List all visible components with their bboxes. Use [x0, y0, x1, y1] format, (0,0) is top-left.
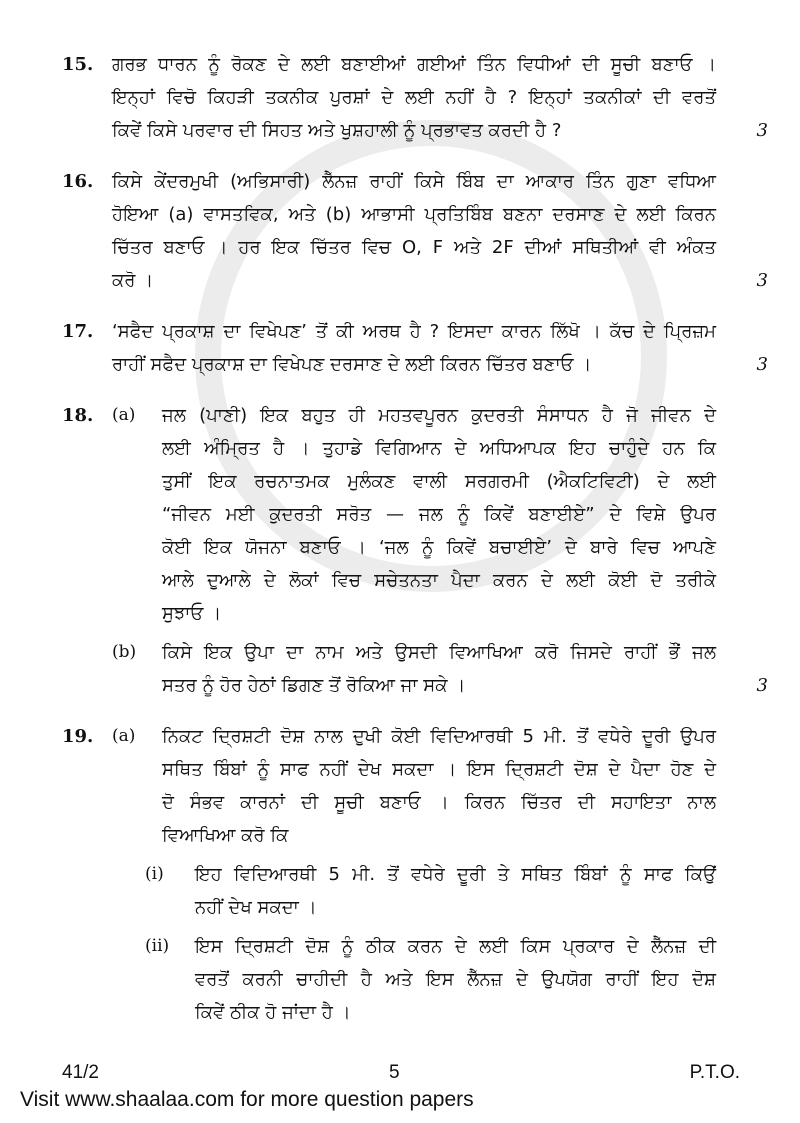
- question-text-line: ਸਤਰ ਨੂੰ ਹੋਰ ਹੇਠਾਂ ਡਿਗਣ ਤੋਂ ਰੋਕਿਆ ਜਾ ਸਕੇ ।: [162, 675, 466, 696]
- footer-row: [62, 1061, 740, 1085]
- question-part: [112, 315, 716, 381]
- question: [62, 399, 768, 702]
- question-body: [112, 48, 716, 147]
- part-lines: [195, 930, 716, 1029]
- question: [62, 315, 768, 381]
- question-text-line: ਹੋਇਆ (a) ਵਾਸਤਵਿਕ, ਅਤੇ (b) ਆਭਾਸੀ ਪ੍ਰਤਿਬਿੰਬ ਬਣਨਾ ਦਰਸਾਣ ਦੇ ਲਈ ਕਿਰਨ: [112, 204, 716, 225]
- question-text-line: ਚਿੱਤਰ ਬਣਾਓ । ਹਰ ਇਕ ਚਿੱਤਰ ਵਿਚ O, F ਅਤੇ 2F ਦੀਆਂ ਸਥਿਤੀਆਂ ਵੀ ਅੰਕਤ: [112, 237, 716, 258]
- question-text-line: ਸਥਿਤ ਬਿੰਬਾਂ ਨੂੰ ਸਾਫ ਨਹੀਂ ਦੇਖ ਸਕਦਾ । ਇਸ ਦ੍ਰਿਸ਼ਟੀ ਦੋਸ਼ ਦੇ ਪੈਦਾ ਹੋਣ ਦੇ: [162, 759, 716, 780]
- question-text-line: ਇਹ ਵਿਦਿਆਰਥੀ 5 ਮੀ. ਤੋਂ ਵਧੇਰੇ ਦੂਰੀ ਤੇ ਸਥਿਤ ਬਿੰਬਾਂ ਨੂੰ ਸਾਫ ਕਿਉਂ: [195, 864, 716, 885]
- question: [62, 165, 768, 297]
- question-text-line: ਆਲੇ ਦੁਆਲੇ ਦੇ ਲੋਕਾਂ ਵਿਚ ਸਚੇਤਨਤਾ ਪੈਦਾ ਕਰਨ ਦੇ ਲਈ ਕੋਈ ਦੋ ਤਰੀਕੇ: [162, 570, 716, 591]
- visit-link[interactable]: Visit www.shaalaa.com for more question papers: [20, 1088, 474, 1111]
- question-text-line: ‘ਸਫੈਦ ਪ੍ਰਕਾਸ਼ ਦਾ ਵਿਖੇਪਣ’ ਤੋਂ ਕੀ ਅਰਥ ਹੈ ? ਇਸਦਾ ਕਾਰਨ ਲਿੱਖੋ । ਕੱਚ ਦੇ ਪ੍ਰਿਜ਼ਮ: [112, 321, 716, 342]
- question-text-line: ਕਿਸੇ ਇਕ ਉਪਾ ਦਾ ਨਾਮ ਅਤੇ ਉਸਦੀ ਵਿਆਖਿਆ ਕਰੋ ਜਿਸਦੇ ਰਾਹੀਂ ਭੌਂ ਜਲ: [162, 642, 716, 663]
- question-number: 16.: [62, 171, 94, 192]
- question-text-line: ਕਰੋ ।: [112, 270, 154, 291]
- question-text-line: ਕਿਸੇ ਕੇਂਦਰਮੁਖੀ (ਅਭਿਸਾਰੀ) ਲੈੱਨਜ਼ ਰਾਹੀਂ ਕਿਸੇ ਬਿੰਬ ਦਾ ਆਕਾਰ ਤਿੰਨ ਗੁਣਾ ਵਧਿਆ: [112, 171, 716, 192]
- question-part: [112, 930, 716, 1029]
- part-lines: [162, 399, 716, 630]
- part-lines: [112, 48, 716, 147]
- question-text-line: ਨਿਕਟ ਦ੍ਰਿਸ਼ਟੀ ਦੋਸ਼ ਨਾਲ ਦੁਖੀ ਕੋਈ ਵਿਦਿਆਰਥੀ 5 ਮੀ. ਤੋਂ ਵਧੇਰੇ ਦੂਰੀ ਉਪਰ: [162, 726, 716, 747]
- question-body: [112, 720, 716, 1029]
- question-text-line: ਕਿਵੇਂ ਠੀਕ ਹੋ ਜਾਂਦਾ ਹੈ ।: [195, 1002, 351, 1023]
- indent-spacer: [112, 930, 145, 1029]
- part-label: (i): [145, 864, 164, 884]
- pto-label: P.T.O.: [689, 1062, 740, 1083]
- part-lines: [112, 315, 716, 381]
- question: [62, 48, 768, 147]
- paper-code: 41/2: [62, 1062, 99, 1083]
- marks-label: 3: [756, 354, 768, 375]
- question-text-line: ਦੋ ਸੰਭਵ ਕਾਰਨਾਂ ਦੀ ਸੂਚੀ ਬਣਾਓ । ਕਿਰਨ ਚਿੱਤਰ ਦੀ ਸਹਾਇਤਾ ਨਾਲ: [162, 792, 716, 813]
- part-label: (a): [112, 726, 136, 746]
- questions-container: [0, 48, 800, 1047]
- question: [62, 720, 768, 1029]
- question-part: [112, 720, 716, 852]
- marks-label: 3: [756, 120, 768, 141]
- marks-label: 3: [756, 675, 768, 696]
- question-body: [112, 165, 716, 297]
- part-lines: [162, 720, 716, 852]
- page-footer: [0, 1047, 800, 1123]
- question-text-line: ਨਹੀਂ ਦੇਖ ਸਕਦਾ ।: [195, 897, 317, 918]
- question-number: 17.: [62, 321, 94, 342]
- question-part: [112, 399, 716, 630]
- question-text-line: ਕਿਵੇਂ ਕਿਸੇ ਪਰਵਾਰ ਦੀ ਸਿਹਤ ਅਤੇ ਖੁਸ਼ਹਾਲੀ ਨੂੰ ਪ੍ਰਭਾਵਤ ਕਰਦੀ ਹੈ ?: [112, 120, 562, 141]
- part-label: (a): [112, 405, 136, 425]
- part-label: (b): [112, 642, 137, 662]
- question-text-line: ਵਿਆਖਿਆ ਕਰੋ ਕਿ: [162, 825, 289, 846]
- question-text-line: ਵਰਤੋਂ ਕਰਨੀ ਚਾਹੀਦੀ ਹੈ ਅਤੇ ਇਸ ਲੈੱਨਜ਼ ਦੇ ਉਪਯੋਗ ਰਾਹੀਂ ਇਹ ਦੋਸ਼: [195, 969, 716, 990]
- question-text-line: ਗਰਭ ਧਾਰਨ ਨੂੰ ਰੋਕਣ ਦੇ ਲਈ ਬਣਾਈਆਂ ਗਈਆਂ ਤਿੰਨ ਵਿਧੀਆਂ ਦੀ ਸੂਚੀ ਬਣਾਓ ।: [112, 54, 716, 75]
- question-text-line: ਤੁਸੀਂ ਇਕ ਰਚਨਾਤਮਕ ਮੁਲੰਕਣ ਵਾਲੀ ਸਰਗਰਮੀ (ਐਕਟਿਵਿਟੀ) ਦੇ ਲਈ: [162, 471, 716, 492]
- part-lines: [112, 165, 716, 297]
- question-text-line: ਜਲ (ਪਾਣੀ) ਇਕ ਬਹੁਤ ਹੀ ਮਹਤਵਪੂਰਨ ਕੁਦਰਤੀ ਸੰਸਾਧਨ ਹੈ ਜੋ ਜੀਵਨ ਦੇ: [162, 405, 716, 426]
- part-label: (ii): [145, 936, 170, 956]
- indent-spacer: [112, 858, 145, 924]
- question-text-line: ਲਈ ਅੰਮ੍ਰਿਤ ਹੈ । ਤੁਹਾਡੇ ਵਿਗਿਆਨ ਦੇ ਅਧਿਆਪਕ ਇਹ ਚਾਹੁੰਦੇ ਹਨ ਕਿ: [162, 438, 716, 459]
- question-part: [112, 48, 716, 147]
- question-text-line: ਇਸ ਦ੍ਰਿਸ਼ਟੀ ਦੋਸ਼ ਨੂੰ ਠੀਕ ਕਰਨ ਦੇ ਲਈ ਕਿਸ ਪ੍ਰਕਾਰ ਦੇ ਲੈੱਨਜ਼ ਦੀ: [195, 936, 716, 957]
- question-part: [112, 858, 716, 924]
- question-text-line: ਇਨ੍ਹਾਂ ਵਿਚੋ ਕਿਹੜੀ ਤਕਨੀਕ ਪੁਰਸ਼ਾਂ ਦੇ ਲਈ ਨਹੀਂ ਹੈ ? ਇਨ੍ਹਾਂ ਤਕਨੀਕਾਂ ਦੀ ਵਰਤੋਂ: [112, 87, 716, 108]
- question-number: 19.: [62, 726, 94, 747]
- question-body: [112, 315, 716, 381]
- marks-label: 3: [756, 270, 768, 291]
- question-body: [112, 399, 716, 702]
- question-number: 15.: [62, 54, 94, 75]
- question-number: 18.: [62, 405, 94, 426]
- question-text-line: ਰਾਹੀਂ ਸਫੈਦ ਪ੍ਰਕਾਸ਼ ਦਾ ਵਿਖੇਪਣ ਦਰਸਾਣ ਦੇ ਲਈ ਕਿਰਨ ਚਿੱਤਰ ਬਣਾਓ ।: [112, 354, 592, 375]
- part-lines: [195, 858, 716, 924]
- question-text-line: ਕੋਈ ਇਕ ਯੋਜਨਾ ਬਣਾਓ । ‘ਜਲ ਨੂੰ ਕਿਵੇਂ ਬਚਾਈਏ’ ਦੇ ਬਾਰੇ ਵਿਚ ਆਪਣੇ: [162, 537, 716, 558]
- question-part: [112, 636, 716, 702]
- question-text-line: “ਜੀਵਨ ਮਈ ਕੁਦਰਤੀ ਸਰੋਤ — ਜਲ ਨੂੰ ਕਿਵੇਂ ਬਣਾਈਏ” ਦੇ ਵਿਸ਼ੇ ਉਪਰ: [162, 504, 716, 525]
- question-text-line: ਸੁਝਾਓ ।: [162, 603, 222, 624]
- part-lines: [162, 636, 716, 702]
- question-part: [112, 165, 716, 297]
- page-number: 5: [389, 1062, 400, 1083]
